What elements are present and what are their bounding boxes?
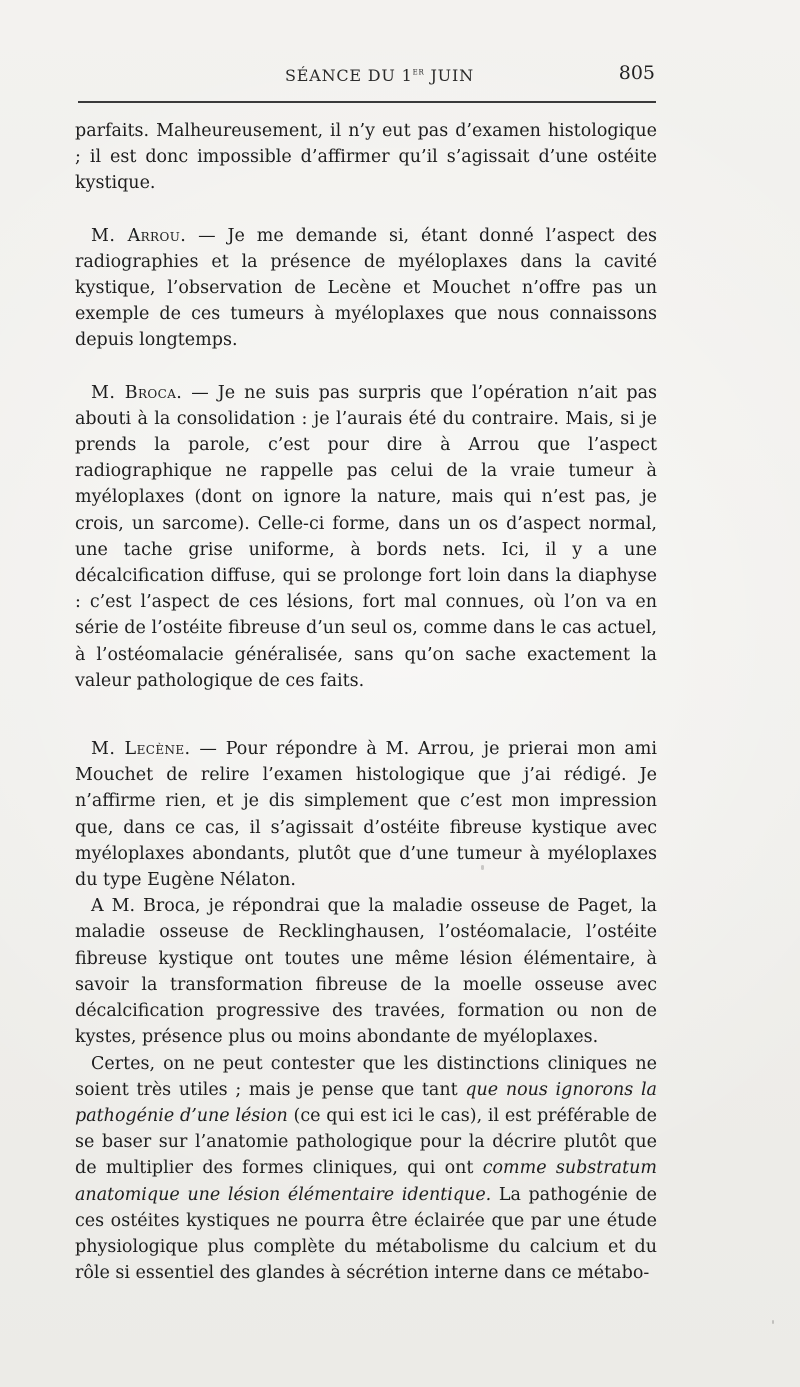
paragraph-5-text: A M. Broca, je répondrai que la maladie osseuse de Paget, la maladie osseuse de Recklinghausen, l’ostéomalacie, l’ostéite fibreuse kystique ont toutes une même lésion élémentaire, à savoir la transformation fibreuse de la moelle osseuse avec décalcification progressive des travées, formation ou non de kystes, présence plus ou moins abondante de myéloplaxes. [75,896,657,1048]
paragraph-3-text: — Je ne suis pas surpris que l’opération n’ait pas abouti à la consolidation : je l’aurais été du contraire. Mais, si je prends la parole, c’est pour dire à Arrou que l’aspect radiographique ne rappelle pas celui de la vraie tumeur à myéloplaxes (dont on ignore la nature, mais qui n’est pas, je crois, un sarcome). Celle-ci forme, dans un os d’aspect normal, une tache grise uniforme, à bords nets. Ici, il y a une décalcification diffuse, qui se prolonge fort loin dans la diaphyse : c’est l’aspect de ces lésions, fort mal connues, où l’on va en série de l’ostéite fibreuse d’un seul os, comme dans le cas actuel, à l’ostéomalacie généralisée, sans qu’on sache exactement la valeur pathologique de ces faits. [75,382,657,691]
header-divider [78,101,656,103]
running-head-prefix: SÉANCE DU 1 [285,66,413,85]
scan-speck [481,865,484,870]
paragraph-4-text: — Pour répondre à M. Arrou, je prierai mon ami Mouchet de relire l’examen histologique que j’ai rédigé. Je n’affirme rien, et je dis simplement que c’est mon impression que, dans ce cas, il s’agissait d’ostéite fibreuse kystique avec myéloplaxes abondants, plutôt que d’une tumeur à myéloplaxes du type Eugène Nélaton. [75,739,657,891]
running-head-suffix: JUIN [424,66,474,85]
page-header [75,60,655,90]
paragraph-1-text: parfaits. Malheureusement, il n’y eut pas d’examen histologique ; il est donc impossible d’affirmer qu’il s’agissait d’une ostéite kystique. [75,121,657,194]
paragraph-1 [75,118,657,197]
paragraph-6-italic-2: comme substratum anatomique une lésion élémentaire identique. [75,1158,658,1205]
running-head-superscript: er [412,66,425,78]
paragraph-3 [75,380,657,694]
page-number: 805 [618,62,655,84]
paragraph-6-text-c: La pathogénie de ces ostéites kystiques ne pourra être éclairée que par une étude physiologique plus complète du métabolisme du calcium et du rôle si essentiel des glandes à sécrétion interne dans ce métabo- [75,1184,658,1284]
paragraph-6-text-a: Certes, on ne peut contester que les distinctions cliniques ne soient très utiles ; mais je pense que tant [75,1053,657,1100]
running-head [285,66,474,85]
paragraph-6-text-b: (ce qui est ici le cas), il est préférable de se baser sur l’anatomie pathologique pour la décrire plutôt que de multiplier des formes cliniques, qui ont [75,1105,657,1179]
paragraph-2 [75,223,657,354]
speaker-arrou: M. Arrou. [91,225,187,246]
speaker-broca: M. Broca. [91,382,183,403]
speaker-lecene: M. Lecène. [91,739,191,760]
paragraph-6 [75,1051,657,1287]
main-text [75,118,657,1286]
paragraph-5 [75,893,657,1050]
paragraph-6-italic-1: que nous ignorons la pathogénie d’une lésion [75,1079,657,1126]
paragraph-2-text: — Je me demande si, étant donné l’aspect des radiographies et la présence de myéloplaxes dans la cavité kystique, l’observation de Lecène et Mouchet n’offre pas un exemple de ces tumeurs à myéloplaxes que nous connaissons depuis longtemps. [75,225,657,351]
paragraph-4 [75,736,657,893]
scan-speck-2 [772,1320,774,1324]
